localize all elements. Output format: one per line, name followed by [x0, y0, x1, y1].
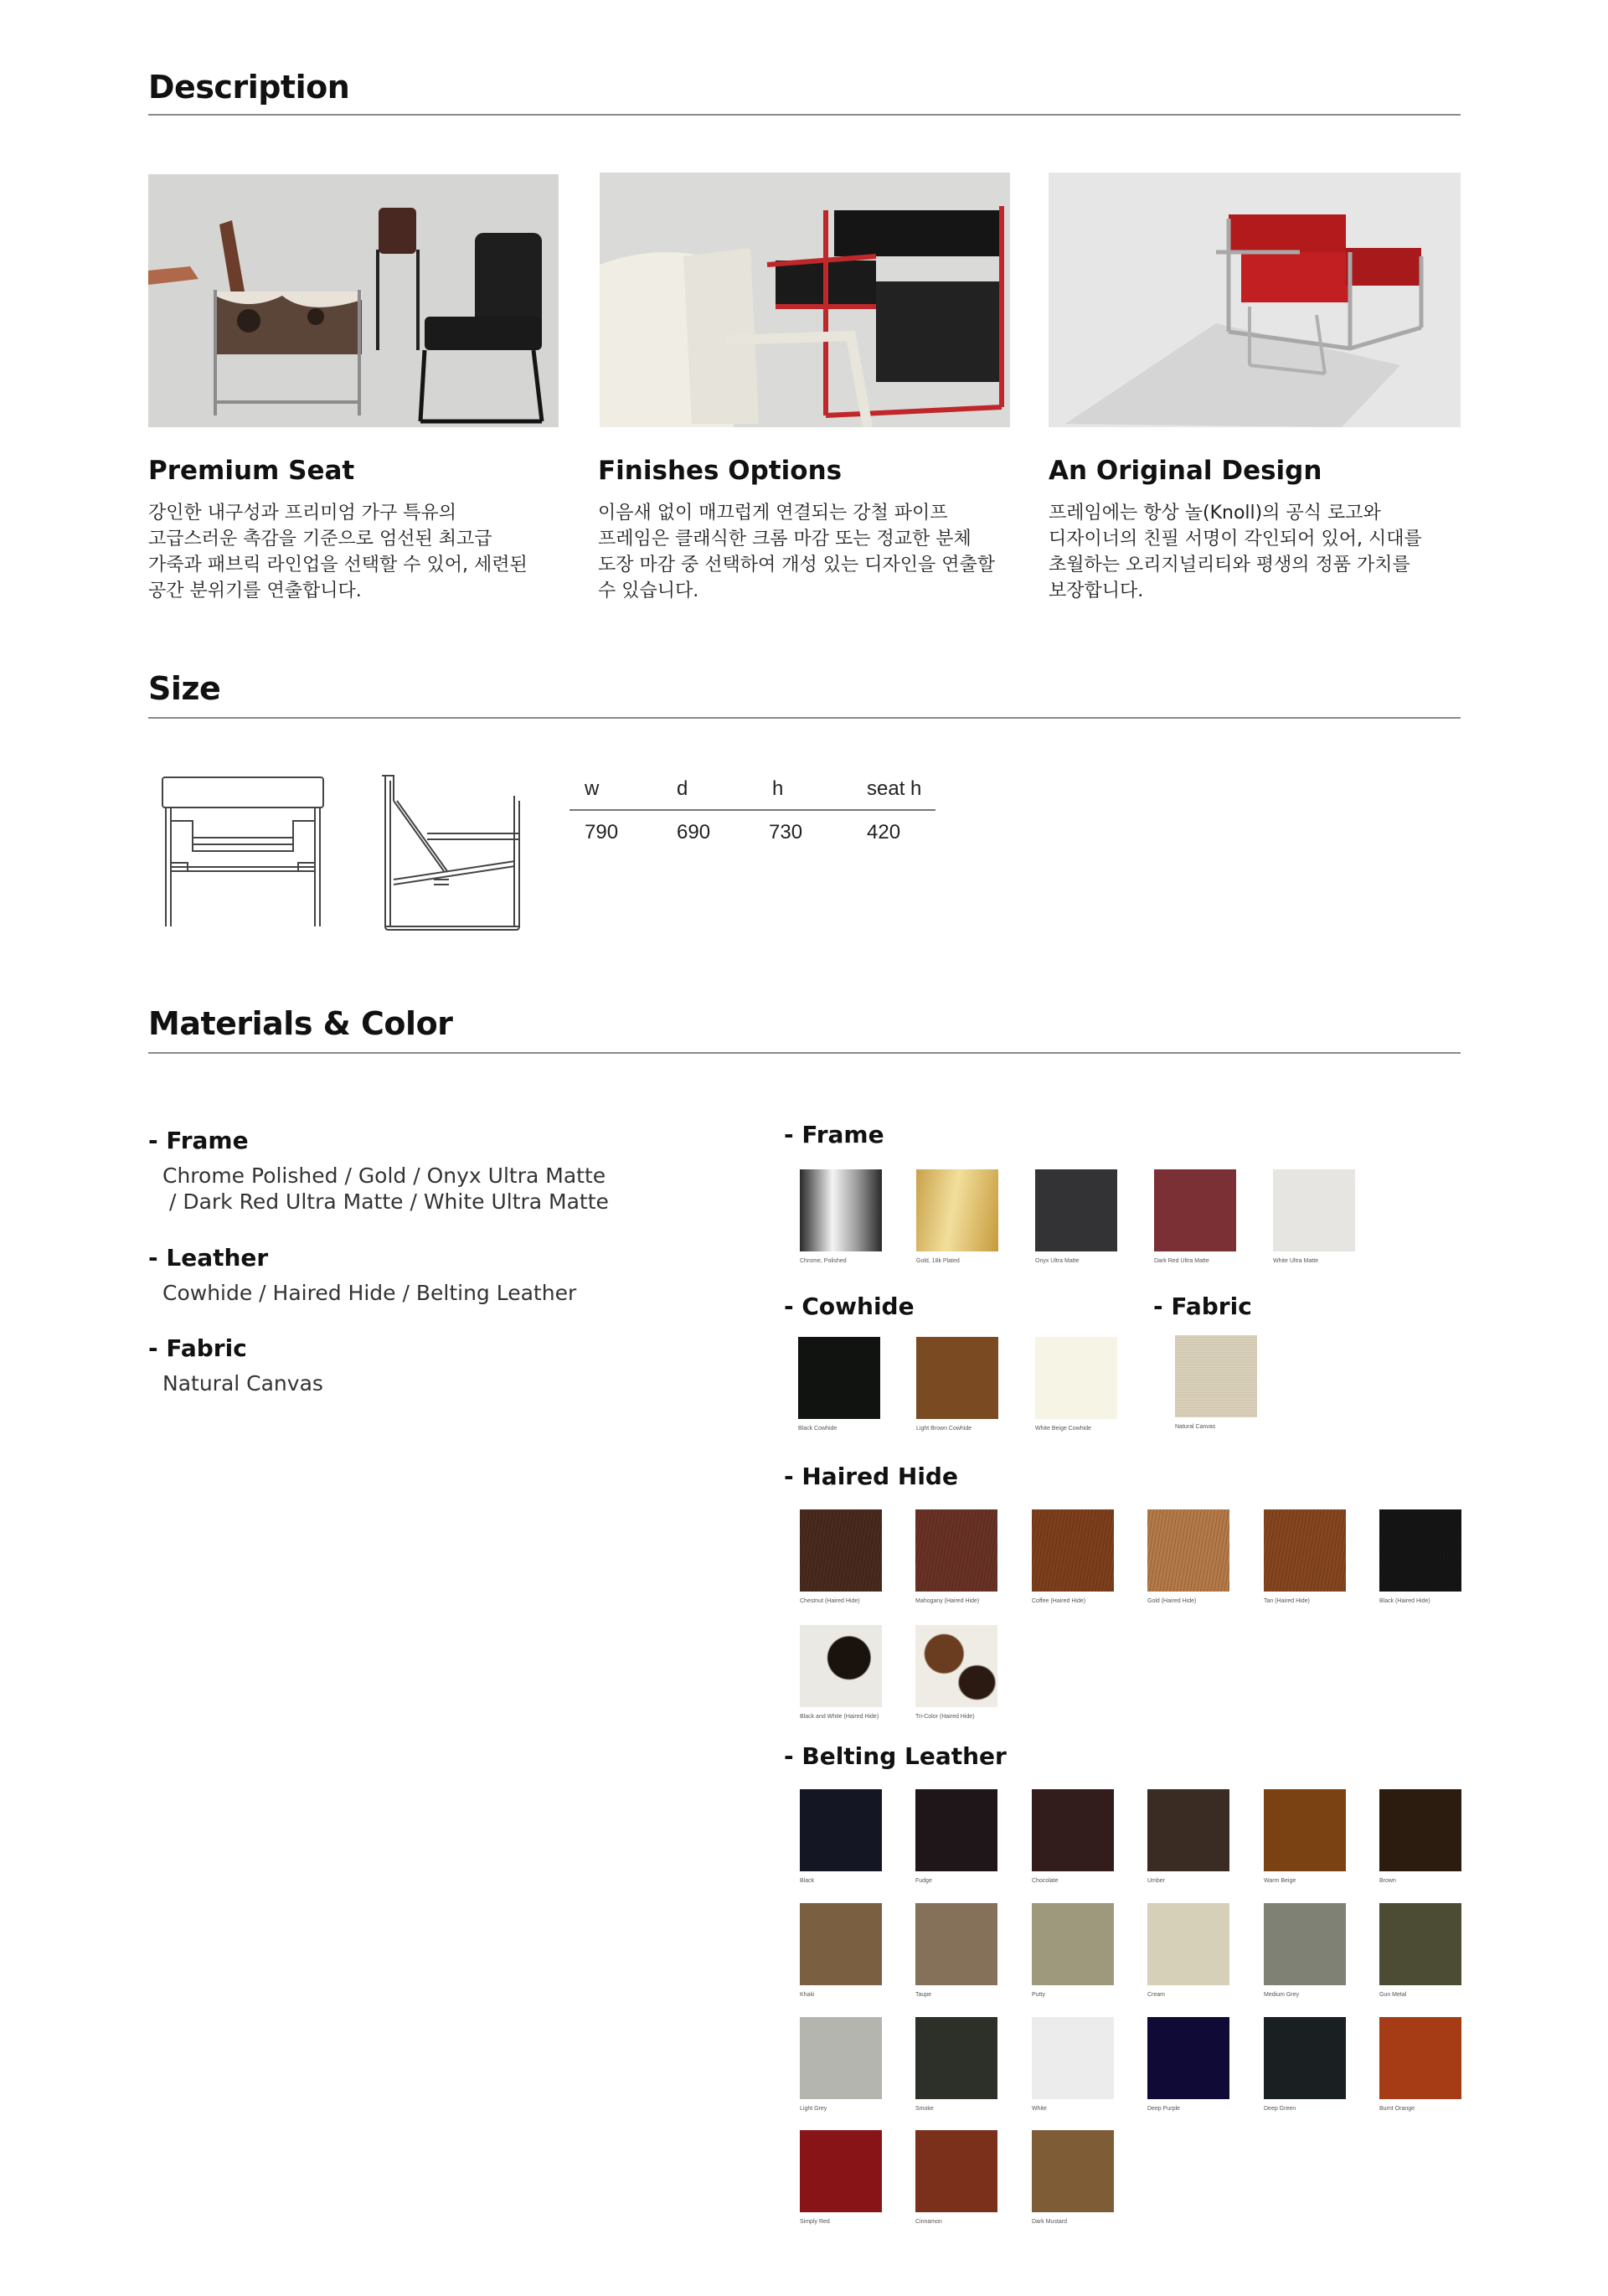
- swatch-caption: White Ultra Matte: [1273, 1258, 1319, 1264]
- swatch-caption: Black Cowhide: [798, 1426, 838, 1432]
- card-line: 프레임에는 항상 놀(Knoll)의 공식 로고와: [1049, 503, 1381, 524]
- swatch-caption: Khaki: [800, 1992, 815, 1998]
- swatch-caption: Black (Haired Hide): [1379, 1598, 1430, 1604]
- swatch-caption: Cream: [1147, 1992, 1166, 1998]
- swatch-frame[interactable]: [1273, 1169, 1355, 1264]
- swatch-chip: [800, 2130, 882, 2212]
- swatch-chip: [1032, 1903, 1114, 1985]
- card-title-finishes: Finishes Options: [598, 456, 843, 486]
- swatch-heading-belting-leather: - Belting Leather: [784, 1742, 1007, 1770]
- swatch-belting[interactable]: [1379, 1903, 1461, 1998]
- product-photo-finishes: [600, 173, 1010, 427]
- swatch-chip: [1273, 1169, 1355, 1251]
- materials-frame-heading: - Frame: [148, 1127, 249, 1154]
- swatch-chip: [800, 1789, 882, 1871]
- swatch-caption: Gold (Haired Hide): [1147, 1598, 1197, 1604]
- swatch-chip: [800, 2017, 882, 2099]
- swatch-belting[interactable]: [915, 2017, 997, 2112]
- swatch-caption: Fudge: [915, 1878, 932, 1884]
- swatch-caption: Light Grey: [800, 2106, 827, 2112]
- swatch-caption: Natural Canvas: [1175, 1424, 1216, 1430]
- swatch-haired[interactable]: [800, 1625, 882, 1720]
- size-value-d: 690: [677, 821, 711, 844]
- swatch-chip: [1264, 2017, 1346, 2099]
- swatch-caption: Brown: [1379, 1878, 1396, 1884]
- swatch-caption: White: [1032, 2106, 1047, 2112]
- swatch-chip: [800, 1169, 882, 1251]
- materials-fabric-heading: - Fabric: [148, 1334, 247, 1362]
- swatch-cowhide[interactable]: [798, 1337, 880, 1432]
- card-line: 수 있습니다.: [598, 580, 699, 601]
- swatch-caption: Tri-Color (Haired Hide): [915, 1714, 975, 1720]
- swatch-chip: [916, 1169, 998, 1251]
- swatch-belting[interactable]: [1264, 1903, 1346, 1998]
- materials-line: Cowhide / Haired Hide / Belting Leather: [162, 1281, 577, 1305]
- swatch-caption: Putty: [1032, 1992, 1045, 1998]
- swatch-cowhide[interactable]: [1035, 1337, 1117, 1432]
- divider: [148, 717, 1461, 719]
- product-photo-premium-seat: [148, 174, 559, 427]
- swatch-caption: Umber: [1147, 1878, 1166, 1884]
- swatch-caption: Warm Beige: [1264, 1878, 1296, 1884]
- swatch-chip: [1035, 1169, 1117, 1251]
- swatch-chip: [1264, 1789, 1346, 1871]
- swatch-belting[interactable]: [1147, 2017, 1229, 2112]
- materials-fabric-values: [162, 1370, 684, 1396]
- swatch-chip: [1147, 1509, 1229, 1592]
- section-title-materials: Materials & Color: [148, 1005, 453, 1042]
- swatch-haired[interactable]: [1032, 1509, 1114, 1604]
- swatch-caption: Deep Green: [1264, 2106, 1296, 2112]
- swatch-chip: [800, 1625, 882, 1707]
- swatch-caption: White Beige Cowhide: [1035, 1426, 1091, 1432]
- swatch-chip: [915, 1903, 997, 1985]
- card-text-finishes: [598, 500, 1017, 604]
- swatch-frame[interactable]: [800, 1169, 882, 1264]
- swatch-belting[interactable]: [800, 2017, 882, 2112]
- swatch-chip: [1147, 1789, 1229, 1871]
- card-line: 강인한 내구성과 프리미엄 가구 특유의: [148, 503, 457, 524]
- swatch-belting[interactable]: [1264, 1789, 1346, 1884]
- swatch-caption: Tan (Haired Hide): [1264, 1598, 1310, 1604]
- size-header-h: h: [772, 777, 784, 800]
- swatch-frame[interactable]: [1154, 1169, 1236, 1264]
- swatch-belting[interactable]: [915, 1789, 997, 1884]
- size-header-seat-h: seat h: [867, 777, 922, 800]
- swatch-caption: Coffee (Haired Hide): [1032, 1598, 1086, 1604]
- swatch-belting[interactable]: [800, 1903, 882, 1998]
- swatch-chip: [915, 2017, 997, 2099]
- divider: [148, 114, 1461, 116]
- swatch-caption: Simply Red: [800, 2219, 830, 2225]
- size-header-d: d: [677, 777, 688, 800]
- materials-leather-heading: - Leather: [148, 1244, 269, 1272]
- swatch-caption: Cinnamon: [915, 2219, 942, 2225]
- swatch-haired[interactable]: [1147, 1509, 1229, 1604]
- materials-line: Chrome Polished / Gold / Onyx Ultra Matte: [162, 1163, 606, 1188]
- swatch-belting[interactable]: [1147, 1903, 1229, 1998]
- swatch-caption: Black and White (Haired Hide): [800, 1714, 879, 1720]
- swatch-caption: Burnt Orange: [1379, 2106, 1415, 2112]
- swatch-caption: Dark Red Ultra Matte: [1154, 1258, 1209, 1264]
- swatch-chip: [1379, 1903, 1461, 1985]
- swatch-caption: Chrome, Polished: [800, 1258, 847, 1264]
- swatch-caption: Light Brown Cowhide: [916, 1426, 972, 1432]
- swatch-heading-frame: - Frame: [784, 1121, 884, 1148]
- card-line: 공간 분위기를 연출합니다.: [148, 580, 362, 601]
- materials-line: Natural Canvas: [162, 1371, 323, 1396]
- swatch-chip: [1147, 1903, 1229, 1985]
- card-text-original-design: [1049, 500, 1459, 604]
- swatch-fabric[interactable]: [1175, 1335, 1257, 1430]
- swatch-cowhide[interactable]: [916, 1337, 998, 1432]
- swatch-chip: [1032, 2017, 1114, 2099]
- swatch-belting[interactable]: [1032, 2130, 1114, 2225]
- swatch-caption: Chestnut (Haired Hide): [800, 1598, 860, 1604]
- swatch-haired[interactable]: [800, 1509, 882, 1604]
- size-table: [570, 772, 935, 848]
- materials-leather-values: [162, 1280, 684, 1306]
- swatch-belting[interactable]: [1147, 1789, 1229, 1884]
- swatch-belting[interactable]: [1264, 2017, 1346, 2112]
- swatch-caption: Dark Mustard: [1032, 2219, 1068, 2225]
- swatch-caption: Taupe: [915, 1992, 932, 1998]
- swatch-chip: [1175, 1335, 1257, 1417]
- size-value-h: 730: [769, 821, 803, 844]
- swatch-caption: Medium Grey: [1264, 1992, 1300, 1998]
- card-line: 디자이너의 친필 서명이 각인되어 있어, 시대를: [1049, 529, 1422, 549]
- card-text-premium-seat: [148, 500, 550, 604]
- card-line: 가죽과 패브릭 라인업을 선택할 수 있어, 세련된: [148, 555, 528, 575]
- swatch-chip: [915, 1509, 997, 1592]
- swatch-belting[interactable]: [800, 1789, 882, 1884]
- swatch-haired[interactable]: [915, 1509, 997, 1604]
- swatch-chip: [1379, 2017, 1461, 2099]
- card-line: 고급스러운 촉감을 기준으로 엄선된 최고급: [148, 529, 492, 549]
- divider: [148, 1052, 1461, 1054]
- swatch-belting[interactable]: [1032, 1789, 1114, 1884]
- swatch-haired[interactable]: [1379, 1509, 1461, 1604]
- swatch-chip: [798, 1337, 880, 1419]
- card-line: 초월하는 오리지널리티와 평생의 정품 가치를: [1049, 555, 1410, 575]
- swatch-chip: [1264, 1903, 1346, 1985]
- swatch-caption: Onyx Ultra Matte: [1035, 1258, 1080, 1264]
- size-header-w: w: [585, 777, 600, 800]
- swatch-caption: Chocolate: [1032, 1878, 1059, 1884]
- swatch-caption: Mahogany (Haired Hide): [915, 1598, 980, 1604]
- swatch-caption: Gun Metal: [1379, 1992, 1407, 1998]
- swatch-caption: Smoke: [915, 2106, 934, 2112]
- card-line: 도장 마감 중 선택하여 개성 있는 디자인을 연출할: [598, 555, 995, 575]
- swatch-belting[interactable]: [915, 1903, 997, 1998]
- swatch-chip: [1379, 1509, 1461, 1592]
- materials-line: / Dark Red Ultra Matte / White Ultra Matte: [162, 1189, 609, 1214]
- swatch-haired[interactable]: [915, 1625, 997, 1720]
- materials-list: [148, 1127, 684, 1396]
- swatch-belting[interactable]: [1032, 2017, 1114, 2112]
- swatch-caption: Black: [800, 1878, 815, 1884]
- swatch-chip: [800, 1509, 882, 1592]
- swatch-chip: [1154, 1169, 1236, 1251]
- swatch-belting[interactable]: [1379, 2017, 1461, 2112]
- swatch-heading-haired-hide: - Haired Hide: [784, 1463, 958, 1490]
- swatch-chip: [1032, 1789, 1114, 1871]
- card-line: 보장합니다.: [1049, 580, 1144, 601]
- swatch-heading-fabric: - Fabric: [1153, 1292, 1252, 1320]
- size-value-w: 790: [585, 821, 619, 844]
- swatch-belting[interactable]: [915, 2130, 997, 2225]
- swatch-chip: [916, 1337, 998, 1419]
- card-line: 프레임은 클래식한 크롬 마감 또는 정교한 분체: [598, 529, 972, 549]
- card-title-original-design: An Original Design: [1049, 456, 1322, 486]
- swatch-chip: [915, 2130, 997, 2212]
- swatch-chip: [800, 1903, 882, 1985]
- swatch-heading-cowhide: - Cowhide: [784, 1292, 915, 1320]
- product-photo-original-design: [1049, 173, 1461, 427]
- swatch-chip: [915, 1625, 997, 1707]
- swatch-belting[interactable]: [1379, 1789, 1461, 1884]
- swatch-chip: [1264, 1509, 1346, 1592]
- swatch-frame[interactable]: [1035, 1169, 1117, 1264]
- swatch-chip: [1032, 2130, 1114, 2212]
- chair-front-drawing: [159, 771, 335, 934]
- materials-frame-values: [162, 1163, 684, 1215]
- swatch-chip: [1032, 1509, 1114, 1592]
- card-title-premium-seat: Premium Seat: [148, 456, 355, 486]
- chair-side-drawing: [377, 771, 532, 934]
- swatch-chip: [915, 1789, 997, 1871]
- swatch-caption: Deep Purple: [1147, 2106, 1180, 2112]
- card-line: 이음새 없이 매끄럽게 연결되는 강철 파이프: [598, 503, 948, 524]
- swatch-caption: Gold, 18k Plated: [916, 1258, 960, 1264]
- section-title-description: Description: [148, 69, 350, 106]
- swatch-haired[interactable]: [1264, 1509, 1346, 1604]
- swatch-belting[interactable]: [1032, 1903, 1114, 1998]
- swatch-chip: [1147, 2017, 1229, 2099]
- section-title-size: Size: [148, 670, 221, 707]
- swatch-frame[interactable]: [916, 1169, 998, 1264]
- swatch-chip: [1379, 1789, 1461, 1871]
- swatch-belting[interactable]: [800, 2130, 882, 2225]
- swatch-chip: [1035, 1337, 1117, 1419]
- size-value-seat-h: 420: [867, 821, 901, 844]
